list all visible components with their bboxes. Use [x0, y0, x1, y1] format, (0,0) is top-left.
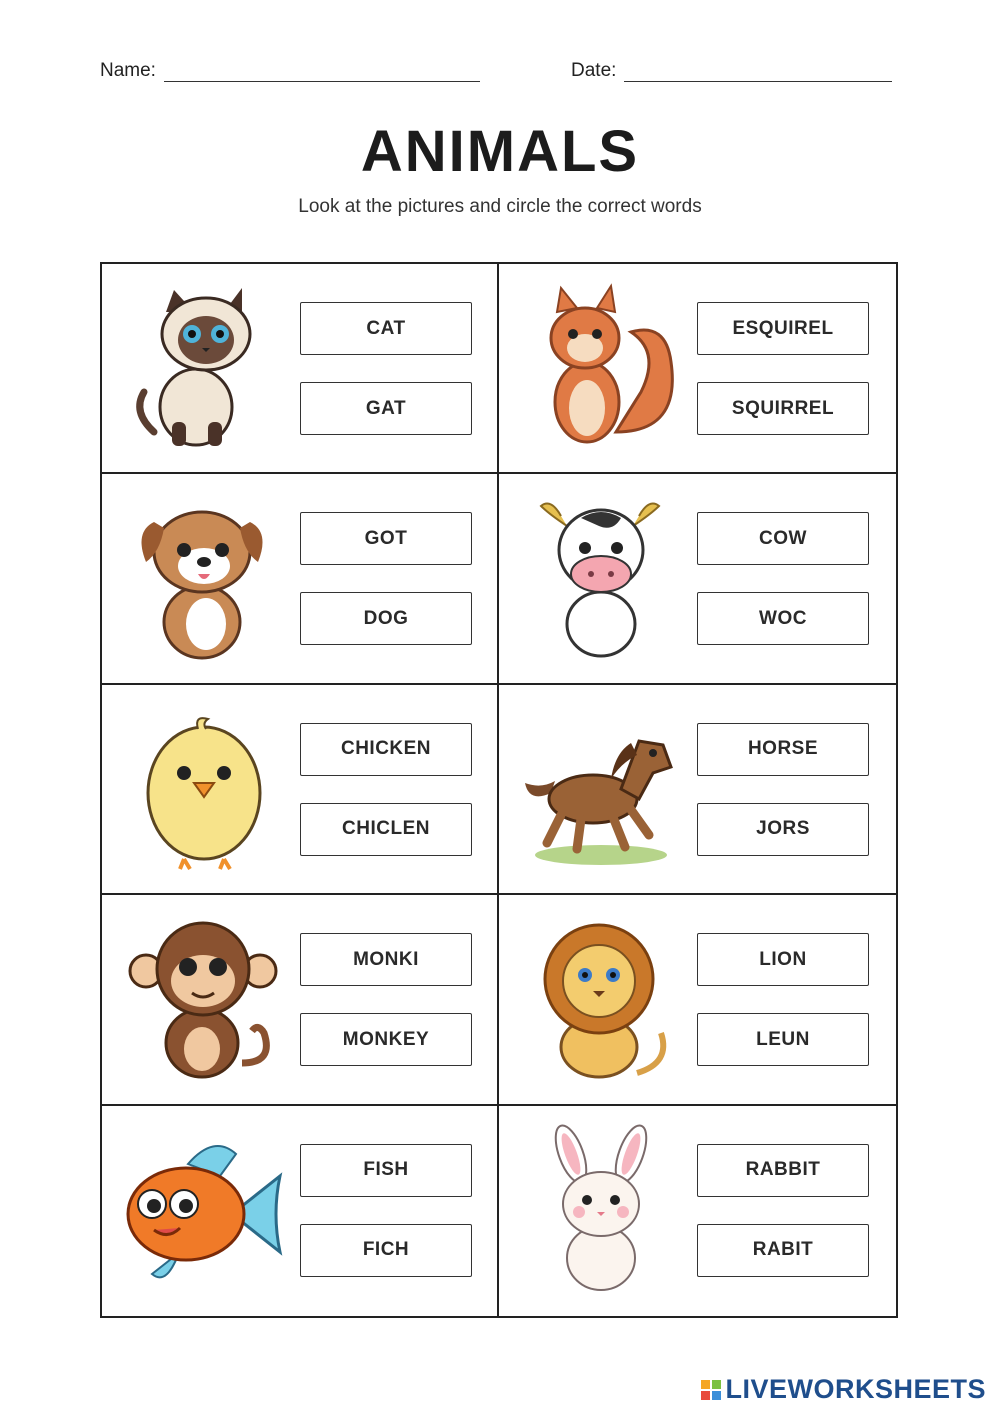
- word-option[interactable]: ESQUIREL: [697, 302, 869, 355]
- dog-icon: [124, 492, 284, 664]
- chick-icon: [124, 703, 284, 875]
- date-line[interactable]: [624, 63, 892, 82]
- animal-grid: [100, 262, 898, 1318]
- animal-card: [499, 895, 896, 1105]
- horse-icon: [521, 703, 681, 875]
- word-option[interactable]: CAT: [300, 302, 472, 355]
- date-field[interactable]: [571, 60, 892, 82]
- lion-icon: [521, 913, 681, 1085]
- word-option[interactable]: JORS: [697, 803, 869, 856]
- word-option[interactable]: FISH: [300, 1144, 472, 1197]
- rabbit-icon: [521, 1124, 681, 1296]
- word-option[interactable]: MONKI: [300, 933, 472, 986]
- worksheet-instructions: Look at the pictures and circle the correct words: [298, 196, 702, 217]
- name-field[interactable]: [100, 60, 480, 82]
- word-option[interactable]: DOG: [300, 592, 472, 645]
- liveworksheets-logo: [701, 1374, 986, 1405]
- animal-card: [499, 1106, 896, 1316]
- word-option[interactable]: RABBIT: [697, 1144, 869, 1197]
- brand-text: LIVEWORKSHEETS: [725, 1374, 986, 1404]
- animal-card: [499, 474, 896, 684]
- name-label: Name:: [100, 60, 156, 81]
- squirrel-icon: [521, 282, 681, 454]
- word-option[interactable]: WOC: [697, 592, 869, 645]
- animal-card: [102, 264, 499, 474]
- word-option[interactable]: GOT: [300, 512, 472, 565]
- word-option[interactable]: RABIT: [697, 1224, 869, 1277]
- animal-card: [102, 895, 499, 1105]
- animal-card: [102, 1106, 499, 1316]
- fish-icon: [124, 1124, 284, 1296]
- animal-card: [102, 685, 499, 895]
- word-option[interactable]: LEUN: [697, 1013, 869, 1066]
- cow-icon: [521, 492, 681, 664]
- brand-squares-icon: [701, 1380, 721, 1400]
- word-option[interactable]: MONKEY: [300, 1013, 472, 1066]
- cat-icon: [124, 282, 284, 454]
- word-option[interactable]: SQUIRREL: [697, 382, 869, 435]
- worksheet-title: ANIMALS: [360, 119, 640, 184]
- word-option[interactable]: HORSE: [697, 723, 869, 776]
- word-option[interactable]: CHICLEN: [300, 803, 472, 856]
- word-option[interactable]: CHICKEN: [300, 723, 472, 776]
- monkey-icon: [124, 913, 284, 1085]
- word-option[interactable]: FICH: [300, 1224, 472, 1277]
- animal-card: [102, 474, 499, 684]
- animal-card: [499, 264, 896, 474]
- word-option[interactable]: COW: [697, 512, 869, 565]
- date-label: Date:: [571, 60, 617, 81]
- word-option[interactable]: GAT: [300, 382, 472, 435]
- word-option[interactable]: LION: [697, 933, 869, 986]
- name-line[interactable]: [164, 63, 480, 82]
- animal-card: [499, 685, 896, 895]
